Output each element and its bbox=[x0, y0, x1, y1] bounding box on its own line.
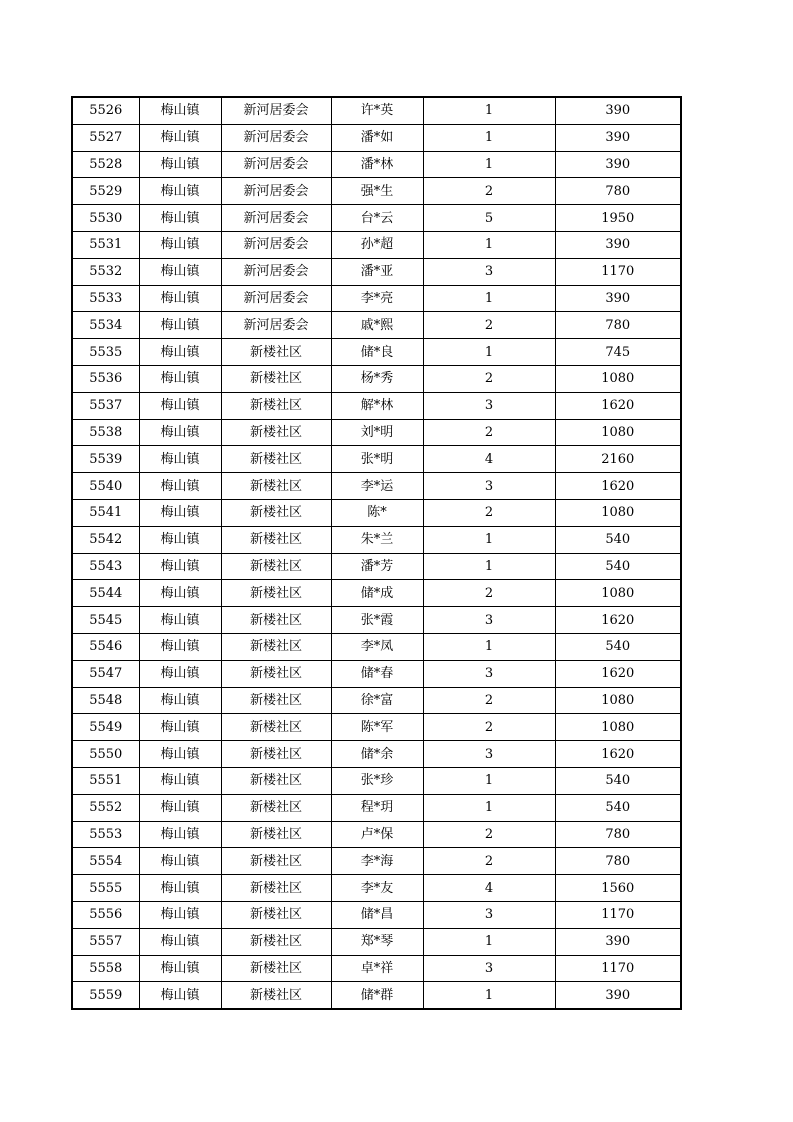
table-row bbox=[72, 446, 681, 473]
town-cell: 梅山镇 bbox=[139, 499, 221, 526]
town-cell: 梅山镇 bbox=[139, 580, 221, 607]
household-count-cell: 2 bbox=[423, 580, 555, 607]
amount-cell: 390 bbox=[555, 285, 681, 312]
serial-number-cell: 5527 bbox=[72, 124, 139, 151]
community-cell: 新楼社区 bbox=[221, 901, 331, 928]
community-cell: 新楼社区 bbox=[221, 767, 331, 794]
table-row bbox=[72, 178, 681, 205]
table-row bbox=[72, 312, 681, 339]
name-cell: 解*林 bbox=[331, 392, 423, 419]
table-row bbox=[72, 499, 681, 526]
household-count-cell: 1 bbox=[423, 97, 555, 124]
table-row bbox=[72, 205, 681, 232]
name-cell: 李*海 bbox=[331, 848, 423, 875]
town-cell: 梅山镇 bbox=[139, 124, 221, 151]
name-cell: 卓*祥 bbox=[331, 955, 423, 982]
serial-number-cell: 5542 bbox=[72, 526, 139, 553]
serial-number-cell: 5546 bbox=[72, 633, 139, 660]
serial-number-cell: 5547 bbox=[72, 660, 139, 687]
amount-cell: 1950 bbox=[555, 205, 681, 232]
amount-cell: 1170 bbox=[555, 955, 681, 982]
community-cell: 新楼社区 bbox=[221, 339, 331, 366]
serial-number-cell: 5555 bbox=[72, 875, 139, 902]
town-cell: 梅山镇 bbox=[139, 928, 221, 955]
name-cell: 储*良 bbox=[331, 339, 423, 366]
table-row bbox=[72, 258, 681, 285]
household-count-cell: 1 bbox=[423, 526, 555, 553]
name-cell: 潘*亚 bbox=[331, 258, 423, 285]
table-row bbox=[72, 285, 681, 312]
community-cell: 新楼社区 bbox=[221, 526, 331, 553]
town-cell: 梅山镇 bbox=[139, 446, 221, 473]
amount-cell: 390 bbox=[555, 151, 681, 178]
town-cell: 梅山镇 bbox=[139, 955, 221, 982]
amount-cell: 780 bbox=[555, 312, 681, 339]
town-cell: 梅山镇 bbox=[139, 365, 221, 392]
serial-number-cell: 5545 bbox=[72, 607, 139, 634]
household-count-cell: 3 bbox=[423, 901, 555, 928]
name-cell: 程*玥 bbox=[331, 794, 423, 821]
household-count-cell: 2 bbox=[423, 178, 555, 205]
name-cell: 张*霞 bbox=[331, 607, 423, 634]
town-cell: 梅山镇 bbox=[139, 901, 221, 928]
table-row bbox=[72, 339, 681, 366]
name-cell: 储*余 bbox=[331, 741, 423, 768]
community-cell: 新楼社区 bbox=[221, 794, 331, 821]
community-cell: 新楼社区 bbox=[221, 446, 331, 473]
serial-number-cell: 5549 bbox=[72, 714, 139, 741]
amount-cell: 390 bbox=[555, 124, 681, 151]
name-cell: 储*群 bbox=[331, 982, 423, 1009]
household-count-cell: 4 bbox=[423, 446, 555, 473]
serial-number-cell: 5540 bbox=[72, 473, 139, 500]
serial-number-cell: 5539 bbox=[72, 446, 139, 473]
serial-number-cell: 5543 bbox=[72, 553, 139, 580]
community-cell: 新河居委会 bbox=[221, 312, 331, 339]
town-cell: 梅山镇 bbox=[139, 687, 221, 714]
name-cell: 许*英 bbox=[331, 97, 423, 124]
community-cell: 新河居委会 bbox=[221, 178, 331, 205]
community-cell: 新楼社区 bbox=[221, 392, 331, 419]
name-cell: 潘*如 bbox=[331, 124, 423, 151]
name-cell: 刘*明 bbox=[331, 419, 423, 446]
amount-cell: 1620 bbox=[555, 660, 681, 687]
town-cell: 梅山镇 bbox=[139, 633, 221, 660]
town-cell: 梅山镇 bbox=[139, 714, 221, 741]
amount-cell: 1080 bbox=[555, 580, 681, 607]
serial-number-cell: 5550 bbox=[72, 741, 139, 768]
table-row bbox=[72, 392, 681, 419]
table-row bbox=[72, 124, 681, 151]
table-row bbox=[72, 982, 681, 1009]
household-count-cell: 2 bbox=[423, 821, 555, 848]
name-cell: 李*友 bbox=[331, 875, 423, 902]
community-cell: 新楼社区 bbox=[221, 875, 331, 902]
town-cell: 梅山镇 bbox=[139, 660, 221, 687]
serial-number-cell: 5556 bbox=[72, 901, 139, 928]
table-row bbox=[72, 473, 681, 500]
community-cell: 新楼社区 bbox=[221, 821, 331, 848]
name-cell: 储*成 bbox=[331, 580, 423, 607]
town-cell: 梅山镇 bbox=[139, 392, 221, 419]
serial-number-cell: 5548 bbox=[72, 687, 139, 714]
name-cell: 戚*熙 bbox=[331, 312, 423, 339]
household-count-cell: 2 bbox=[423, 419, 555, 446]
household-count-cell: 2 bbox=[423, 499, 555, 526]
town-cell: 梅山镇 bbox=[139, 231, 221, 258]
table-row bbox=[72, 633, 681, 660]
serial-number-cell: 5559 bbox=[72, 982, 139, 1009]
household-count-cell: 1 bbox=[423, 553, 555, 580]
community-cell: 新楼社区 bbox=[221, 580, 331, 607]
table-row bbox=[72, 231, 681, 258]
table-row bbox=[72, 848, 681, 875]
town-cell: 梅山镇 bbox=[139, 339, 221, 366]
household-count-cell: 2 bbox=[423, 365, 555, 392]
community-cell: 新楼社区 bbox=[221, 714, 331, 741]
name-cell: 孙*超 bbox=[331, 231, 423, 258]
household-count-cell: 3 bbox=[423, 660, 555, 687]
community-cell: 新楼社区 bbox=[221, 955, 331, 982]
community-cell: 新楼社区 bbox=[221, 419, 331, 446]
name-cell: 徐*富 bbox=[331, 687, 423, 714]
household-count-cell: 1 bbox=[423, 124, 555, 151]
table-row bbox=[72, 365, 681, 392]
amount-cell: 780 bbox=[555, 848, 681, 875]
community-cell: 新楼社区 bbox=[221, 741, 331, 768]
household-count-cell: 1 bbox=[423, 794, 555, 821]
name-cell: 张*明 bbox=[331, 446, 423, 473]
household-count-cell: 3 bbox=[423, 607, 555, 634]
town-cell: 梅山镇 bbox=[139, 178, 221, 205]
household-count-cell: 4 bbox=[423, 875, 555, 902]
serial-number-cell: 5529 bbox=[72, 178, 139, 205]
household-count-cell: 1 bbox=[423, 339, 555, 366]
serial-number-cell: 5552 bbox=[72, 794, 139, 821]
town-cell: 梅山镇 bbox=[139, 982, 221, 1009]
serial-number-cell: 5554 bbox=[72, 848, 139, 875]
town-cell: 梅山镇 bbox=[139, 285, 221, 312]
serial-number-cell: 5541 bbox=[72, 499, 139, 526]
serial-number-cell: 5538 bbox=[72, 419, 139, 446]
table-row bbox=[72, 767, 681, 794]
household-count-cell: 3 bbox=[423, 473, 555, 500]
table-row bbox=[72, 580, 681, 607]
household-count-cell: 2 bbox=[423, 312, 555, 339]
community-cell: 新楼社区 bbox=[221, 633, 331, 660]
household-count-cell: 3 bbox=[423, 392, 555, 419]
name-cell: 储*昌 bbox=[331, 901, 423, 928]
town-cell: 梅山镇 bbox=[139, 848, 221, 875]
household-count-cell: 1 bbox=[423, 231, 555, 258]
amount-cell: 540 bbox=[555, 794, 681, 821]
community-cell: 新楼社区 bbox=[221, 553, 331, 580]
amount-cell: 540 bbox=[555, 767, 681, 794]
name-cell: 张*珍 bbox=[331, 767, 423, 794]
table-row bbox=[72, 526, 681, 553]
serial-number-cell: 5531 bbox=[72, 231, 139, 258]
household-count-cell: 3 bbox=[423, 258, 555, 285]
name-cell: 陈*军 bbox=[331, 714, 423, 741]
serial-number-cell: 5553 bbox=[72, 821, 139, 848]
data-table bbox=[71, 96, 682, 1010]
community-cell: 新楼社区 bbox=[221, 848, 331, 875]
town-cell: 梅山镇 bbox=[139, 875, 221, 902]
community-cell: 新河居委会 bbox=[221, 231, 331, 258]
table-body bbox=[72, 97, 681, 1009]
serial-number-cell: 5536 bbox=[72, 365, 139, 392]
community-cell: 新河居委会 bbox=[221, 258, 331, 285]
table-row bbox=[72, 419, 681, 446]
amount-cell: 780 bbox=[555, 821, 681, 848]
community-cell: 新楼社区 bbox=[221, 365, 331, 392]
community-cell: 新河居委会 bbox=[221, 97, 331, 124]
name-cell: 台*云 bbox=[331, 205, 423, 232]
serial-number-cell: 5537 bbox=[72, 392, 139, 419]
table-row bbox=[72, 901, 681, 928]
name-cell: 潘*林 bbox=[331, 151, 423, 178]
community-cell: 新河居委会 bbox=[221, 124, 331, 151]
table-row bbox=[72, 660, 681, 687]
household-count-cell: 2 bbox=[423, 848, 555, 875]
name-cell: 卢*保 bbox=[331, 821, 423, 848]
table-row bbox=[72, 151, 681, 178]
household-count-cell: 2 bbox=[423, 714, 555, 741]
town-cell: 梅山镇 bbox=[139, 607, 221, 634]
household-count-cell: 1 bbox=[423, 633, 555, 660]
name-cell: 储*春 bbox=[331, 660, 423, 687]
community-cell: 新楼社区 bbox=[221, 499, 331, 526]
amount-cell: 540 bbox=[555, 553, 681, 580]
community-cell: 新楼社区 bbox=[221, 928, 331, 955]
community-cell: 新河居委会 bbox=[221, 285, 331, 312]
amount-cell: 390 bbox=[555, 97, 681, 124]
name-cell: 强*生 bbox=[331, 178, 423, 205]
household-count-cell: 2 bbox=[423, 687, 555, 714]
name-cell: 陈* bbox=[331, 499, 423, 526]
household-count-cell: 1 bbox=[423, 151, 555, 178]
table-row bbox=[72, 97, 681, 124]
name-cell: 朱*兰 bbox=[331, 526, 423, 553]
community-cell: 新河居委会 bbox=[221, 151, 331, 178]
amount-cell: 390 bbox=[555, 231, 681, 258]
amount-cell: 1620 bbox=[555, 741, 681, 768]
serial-number-cell: 5530 bbox=[72, 205, 139, 232]
amount-cell: 540 bbox=[555, 633, 681, 660]
town-cell: 梅山镇 bbox=[139, 526, 221, 553]
serial-number-cell: 5526 bbox=[72, 97, 139, 124]
household-count-cell: 3 bbox=[423, 955, 555, 982]
amount-cell: 540 bbox=[555, 526, 681, 553]
community-cell: 新楼社区 bbox=[221, 473, 331, 500]
table-row bbox=[72, 741, 681, 768]
town-cell: 梅山镇 bbox=[139, 821, 221, 848]
table-row bbox=[72, 607, 681, 634]
table-row bbox=[72, 553, 681, 580]
community-cell: 新楼社区 bbox=[221, 660, 331, 687]
serial-number-cell: 5533 bbox=[72, 285, 139, 312]
town-cell: 梅山镇 bbox=[139, 151, 221, 178]
town-cell: 梅山镇 bbox=[139, 473, 221, 500]
serial-number-cell: 5557 bbox=[72, 928, 139, 955]
table-row bbox=[72, 928, 681, 955]
serial-number-cell: 5544 bbox=[72, 580, 139, 607]
household-count-cell: 1 bbox=[423, 767, 555, 794]
town-cell: 梅山镇 bbox=[139, 312, 221, 339]
amount-cell: 1620 bbox=[555, 607, 681, 634]
community-cell: 新河居委会 bbox=[221, 205, 331, 232]
amount-cell: 780 bbox=[555, 178, 681, 205]
town-cell: 梅山镇 bbox=[139, 741, 221, 768]
amount-cell: 1080 bbox=[555, 499, 681, 526]
table-row bbox=[72, 875, 681, 902]
town-cell: 梅山镇 bbox=[139, 419, 221, 446]
serial-number-cell: 5532 bbox=[72, 258, 139, 285]
household-count-cell: 1 bbox=[423, 285, 555, 312]
name-cell: 李*运 bbox=[331, 473, 423, 500]
amount-cell: 390 bbox=[555, 928, 681, 955]
amount-cell: 1080 bbox=[555, 419, 681, 446]
town-cell: 梅山镇 bbox=[139, 258, 221, 285]
town-cell: 梅山镇 bbox=[139, 767, 221, 794]
amount-cell: 1620 bbox=[555, 473, 681, 500]
name-cell: 李*凤 bbox=[331, 633, 423, 660]
amount-cell: 745 bbox=[555, 339, 681, 366]
serial-number-cell: 5558 bbox=[72, 955, 139, 982]
household-count-cell: 1 bbox=[423, 928, 555, 955]
household-count-cell: 5 bbox=[423, 205, 555, 232]
amount-cell: 1620 bbox=[555, 392, 681, 419]
amount-cell: 1080 bbox=[555, 714, 681, 741]
amount-cell: 1560 bbox=[555, 875, 681, 902]
town-cell: 梅山镇 bbox=[139, 97, 221, 124]
community-cell: 新楼社区 bbox=[221, 982, 331, 1009]
town-cell: 梅山镇 bbox=[139, 205, 221, 232]
table-row bbox=[72, 714, 681, 741]
name-cell: 李*亮 bbox=[331, 285, 423, 312]
amount-cell: 390 bbox=[555, 982, 681, 1009]
household-count-cell: 3 bbox=[423, 741, 555, 768]
serial-number-cell: 5534 bbox=[72, 312, 139, 339]
table-row bbox=[72, 794, 681, 821]
serial-number-cell: 5551 bbox=[72, 767, 139, 794]
serial-number-cell: 5528 bbox=[72, 151, 139, 178]
table-row bbox=[72, 687, 681, 714]
town-cell: 梅山镇 bbox=[139, 553, 221, 580]
table-row bbox=[72, 821, 681, 848]
name-cell: 潘*芳 bbox=[331, 553, 423, 580]
town-cell: 梅山镇 bbox=[139, 794, 221, 821]
amount-cell: 2160 bbox=[555, 446, 681, 473]
name-cell: 郑*琴 bbox=[331, 928, 423, 955]
table-row bbox=[72, 955, 681, 982]
amount-cell: 1170 bbox=[555, 258, 681, 285]
amount-cell: 1170 bbox=[555, 901, 681, 928]
household-count-cell: 1 bbox=[423, 982, 555, 1009]
community-cell: 新楼社区 bbox=[221, 607, 331, 634]
community-cell: 新楼社区 bbox=[221, 687, 331, 714]
amount-cell: 1080 bbox=[555, 365, 681, 392]
name-cell: 杨*秀 bbox=[331, 365, 423, 392]
amount-cell: 1080 bbox=[555, 687, 681, 714]
serial-number-cell: 5535 bbox=[72, 339, 139, 366]
